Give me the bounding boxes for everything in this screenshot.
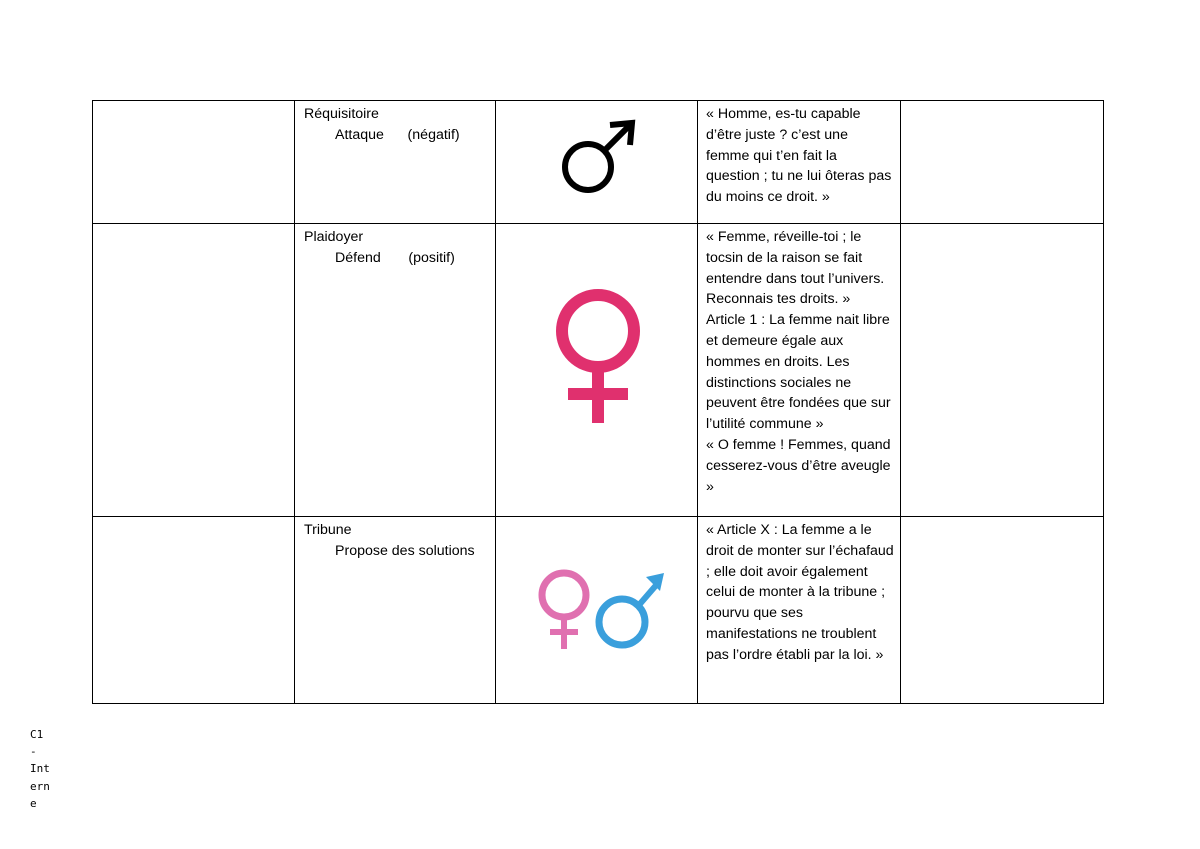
quote-cell [698,224,901,517]
genre-label: Réquisitoire [304,106,379,122]
quote-cell [698,517,901,704]
empty-cell [93,224,295,517]
male-icon [558,117,648,197]
genre-cell [295,517,496,704]
classification-line: e [30,796,37,810]
genre-label: Tribune [304,522,352,538]
genre-subtitle: Attaque (négatif) [335,126,460,143]
classification-line: Int [30,762,50,776]
empty-cell [93,101,295,224]
quote-paragraph: « Homme, es-tu capable d’être juste ? c’est une femme qui t’en fait la question ; tu ne lui ôteras pas du moins ce droit. » [706,106,892,206]
classification-label [30,726,60,812]
quote-paragraph: « Article X : La femme a le droit de monter sur l’échafaud ; elle doit avoir également celui de monter à la tribune ; pourvu que ses manifestations ne troublent pas l’ordre établi par la loi. » [706,522,894,663]
table-row [93,224,1104,517]
classification-line: ern [30,779,50,793]
quote-paragraph: « Femme, réveille-toi ; le tocsin de la raison se fait entendre dans tout l’univers. Reconnais tes droits. » [706,229,885,308]
classification-line: C1 [30,728,44,741]
quote-paragraph: Article 1 : La femme nait libre et demeure égale aux hommes en droits. Les distinctions sociales ne peuvent être fondées que sur l’utilité commune » [706,312,891,433]
genre-label: Plaidoyer [304,229,364,245]
genre-subtitle: Défend (positif) [335,249,455,266]
analysis-table [92,100,1104,704]
genre-subtitle: Propose des solutions [335,542,475,559]
genre-cell [295,101,496,224]
genre-cell [295,224,496,517]
empty-cell [901,517,1104,704]
empty-cell [901,101,1104,224]
table-row [93,517,1104,704]
empty-cell [901,224,1104,517]
empty-cell [93,517,295,704]
quote-cell [698,101,901,224]
classification-line: - [30,745,37,759]
female-male-icon [530,565,670,655]
symbol-cell [496,101,698,224]
quote-paragraph: « O femme ! Femmes, quand cesserez-vous d’être aveugle » [706,436,891,495]
symbol-cell [496,517,698,704]
table-row [93,101,1104,224]
symbol-cell [496,224,698,517]
female-icon [548,288,648,428]
